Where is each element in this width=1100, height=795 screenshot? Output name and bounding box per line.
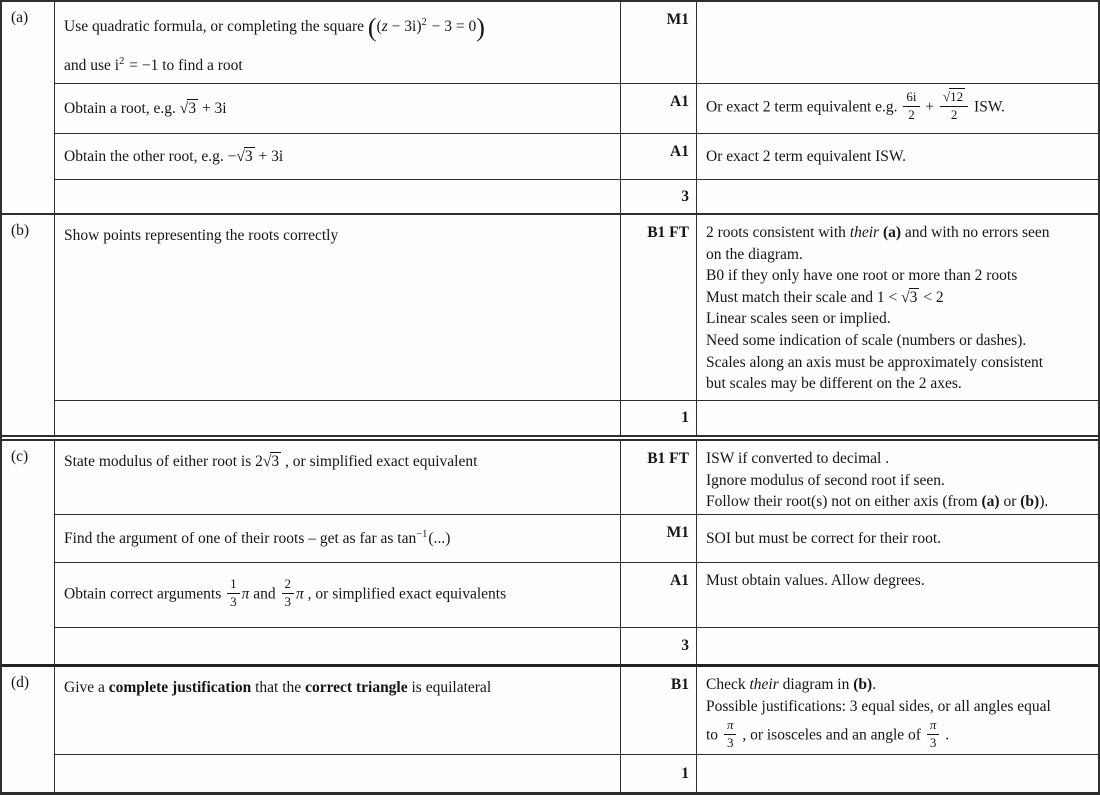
superscript: 2 [119, 56, 125, 67]
guidance-cell [697, 441, 1098, 514]
guidance-text: to [706, 726, 722, 744]
fraction-denominator: 3 [929, 734, 937, 750]
guidance-cell [697, 2, 1098, 83]
answer-line [64, 676, 610, 700]
radical-sign: √ [262, 453, 272, 470]
mark-cell [621, 215, 697, 400]
mark-cell [621, 563, 697, 627]
total-value: 3 [681, 187, 689, 205]
guidance-text: Follow their root(s) not on either axis (from [706, 493, 982, 511]
guidance-line [706, 491, 1094, 513]
mark-cell [621, 667, 697, 754]
total-mark-cell [621, 180, 697, 213]
radicand: 3 [909, 288, 918, 306]
guidance-line: Need some indication of scale (numbers or dashes). [706, 331, 1027, 349]
superscript: 2 [421, 17, 427, 28]
answer-text: Give a [64, 679, 109, 696]
math-fraction [282, 577, 295, 609]
answer-cell [55, 667, 621, 754]
part-label-d: (d) [11, 674, 30, 691]
mark-value: M1 [666, 524, 689, 541]
answer-text: , or simplified exact equivalent [281, 453, 478, 470]
answer-cell [55, 755, 621, 792]
guidance-line: but scales may be different on the 2 axes. [706, 375, 962, 393]
guidance-line: Possible justifications: 3 equal sides, or all angles equal [706, 697, 1051, 715]
answer-text: + 3i [254, 147, 284, 165]
guidance-text: . [872, 676, 877, 693]
section-d [2, 667, 1098, 792]
fraction-denominator: 2 [908, 107, 915, 122]
answer-cell [55, 401, 621, 435]
answer-text: is equilateral [407, 679, 492, 696]
answer-text: (...) [428, 530, 451, 547]
answer-cell [55, 628, 621, 664]
guidance-text: Or exact 2 term equivalent e.g. [706, 99, 902, 117]
fraction-numerator: π [724, 718, 737, 735]
answer-cell [55, 441, 621, 514]
section-b-rows [55, 215, 1098, 435]
guidance-text-bold: (b) [1020, 493, 1040, 511]
fraction-numerator: π [927, 718, 940, 735]
math-variable-z: z [381, 18, 388, 35]
math-sqrt [901, 289, 919, 306]
answer-text: Obtain correct arguments [64, 585, 226, 603]
guidance-line: Must obtain values. Allow degrees. [706, 572, 925, 589]
guidance-line: Linear scales seen or implied. [706, 310, 891, 328]
fraction-numerator: 6i [903, 90, 919, 107]
mark-value: M1 [666, 11, 689, 28]
guidance-text: Check [706, 676, 750, 693]
mark-value: A1 [670, 143, 689, 160]
table-row [55, 215, 1098, 401]
guidance-line [706, 287, 1094, 309]
section-c [2, 441, 1098, 664]
math-fraction [927, 718, 940, 750]
fraction-numerator: 2 [282, 577, 295, 594]
fraction-denominator: 3 [726, 734, 734, 750]
guidance-text: and with no errors seen [901, 224, 1050, 241]
table-row [55, 134, 1098, 180]
guidance-line: Ignore modulus of second root if seen. [706, 471, 945, 489]
total-mark-cell [621, 401, 697, 435]
answer-text: that the [251, 679, 306, 696]
answer-cell [55, 2, 621, 83]
radicand: 3 [188, 99, 197, 117]
answer-text-bold: complete justification [108, 679, 252, 696]
total-row [55, 628, 1098, 664]
guidance-text: , or isosceles and an angle of [738, 726, 925, 744]
guidance-text: diagram in [778, 676, 854, 693]
math-fraction [903, 90, 919, 122]
guidance-cell [697, 180, 1098, 213]
answer-text: Find the argument of one of their roots – get as far as tan [64, 530, 417, 547]
answer-text: and [249, 585, 280, 603]
fraction-numerator: 1 [227, 577, 240, 594]
math-text: ( [376, 18, 382, 35]
answer-line [64, 50, 610, 78]
answer-line: Show points representing the roots correctly [64, 227, 339, 244]
answer-line [64, 100, 227, 118]
guidance-cell [697, 515, 1098, 562]
answer-cell [55, 563, 621, 627]
big-paren-close: ) [476, 13, 485, 42]
big-paren-open: ( [367, 13, 377, 42]
math-operator: + [921, 99, 939, 117]
mark-cell [621, 134, 697, 179]
math-sqrt [263, 453, 281, 470]
guidance-line [706, 89, 1005, 124]
math-sqrt [943, 89, 965, 104]
fraction-denominator: 2 [950, 107, 958, 122]
mark-cell [621, 2, 697, 83]
mark-value: B1 FT [647, 224, 689, 241]
guidance-text: . [941, 726, 950, 744]
answer-text: State modulus of either root is 2 [64, 453, 263, 470]
answer-text: Use quadratic formula, or completing the square [64, 18, 368, 35]
guidance-text-italic: their [849, 224, 880, 241]
table-row [55, 515, 1098, 563]
guidance-text-bold: (a) [981, 493, 1000, 511]
guidance-line: SOI but must be correct for their root. [706, 529, 942, 547]
mark-cell [621, 84, 697, 133]
radicand: 3 [271, 453, 280, 470]
total-row [55, 401, 1098, 435]
answer-text: Obtain the other root, e.g. − [64, 147, 237, 165]
table-row [55, 84, 1098, 134]
guidance-text: ). [1039, 493, 1049, 511]
guidance-cell [697, 755, 1098, 792]
answer-line [64, 148, 283, 166]
answer-text: and use i [64, 57, 120, 74]
answer-line [64, 11, 610, 42]
guidance-line: ISW if converted to decimal . [706, 450, 890, 467]
fraction-denominator: 3 [284, 593, 292, 609]
answer-cell [55, 180, 621, 213]
answer-text-bold: correct triangle [305, 679, 408, 696]
guidance-line: Scales along an axis must be approximately consistent [706, 353, 1044, 371]
mark-cell [621, 515, 697, 562]
guidance-line [706, 222, 1094, 244]
math-pi: π [296, 585, 304, 603]
guidance-text-italic: their [749, 676, 779, 693]
math-sqrt [180, 100, 198, 117]
math-text: − 3 = 0 [427, 18, 477, 35]
guidance-line: on the diagram. [706, 245, 803, 263]
answer-text: = −1 to find a root [125, 57, 243, 74]
radical-sign: √ [901, 288, 910, 306]
answer-cell [55, 134, 621, 179]
guidance-cell [697, 401, 1098, 435]
guidance-text: 2 roots consistent with [706, 224, 850, 241]
guidance-text: or [999, 493, 1021, 511]
mark-value: B1 [670, 676, 689, 693]
answer-cell [55, 215, 621, 400]
math-fraction [227, 577, 240, 609]
radicand: 3 [244, 147, 253, 165]
fraction-denominator: 3 [230, 593, 237, 609]
math-text: − 3i) [387, 18, 422, 35]
total-mark-cell [621, 755, 697, 792]
part-label-a-cell [2, 2, 55, 213]
radical-sign: √ [943, 89, 951, 105]
part-label-c: (c) [11, 448, 29, 465]
guidance-cell [697, 215, 1098, 400]
guidance-text: Must match their scale and 1 < [706, 288, 902, 306]
guidance-line: B0 if they only have one root or more than 2 roots [706, 267, 1018, 285]
guidance-line [706, 674, 1094, 696]
answer-text: , or simplified exact equivalents [303, 585, 507, 603]
table-row [55, 2, 1098, 84]
guidance-text: < 2 [919, 288, 944, 306]
answer-line [64, 529, 450, 548]
mark-cell [621, 441, 697, 514]
guidance-line [706, 717, 1094, 752]
answer-cell [55, 84, 621, 133]
guidance-cell [697, 628, 1098, 664]
part-label-c-cell [2, 441, 55, 664]
total-row [55, 755, 1098, 792]
math-pi: π [241, 585, 250, 603]
math-sqrt [236, 148, 254, 165]
section-b [2, 215, 1098, 435]
table-row [55, 441, 1098, 515]
total-value: 3 [681, 637, 689, 654]
part-label-d-cell [2, 667, 55, 792]
section-a-rows [55, 2, 1098, 213]
total-value: 1 [681, 764, 689, 782]
section-c-rows [55, 441, 1098, 664]
total-row [55, 180, 1098, 213]
table-row [55, 563, 1098, 628]
answer-line [64, 450, 610, 474]
math-fraction [940, 90, 968, 122]
answer-cell [55, 515, 621, 562]
mark-value: A1 [670, 93, 689, 110]
part-label-b: (b) [11, 222, 30, 239]
total-mark-cell [621, 628, 697, 664]
guidance-text-bold: (b) [853, 676, 873, 693]
guidance-text-bold: (a) [882, 224, 902, 241]
mark-value: B1 FT [647, 450, 689, 467]
math-fraction [724, 718, 737, 750]
radical-sign: √ [236, 147, 245, 165]
answer-line [64, 575, 507, 611]
total-value: 1 [681, 409, 689, 426]
guidance-cell [697, 667, 1098, 754]
radical-sign: √ [179, 99, 189, 117]
guidance-text: ISW. [970, 99, 1005, 117]
section-d-rows [55, 667, 1098, 792]
guidance-cell [697, 563, 1098, 627]
mark-value: A1 [670, 572, 689, 589]
answer-text: Obtain a root, e.g. [64, 99, 180, 117]
part-label-a: (a) [11, 9, 29, 26]
table-row [55, 667, 1098, 755]
answer-text: + 3i [198, 99, 227, 117]
fraction-numerator [940, 90, 968, 107]
guidance-cell [697, 84, 1098, 133]
superscript: −1 [416, 529, 428, 540]
section-a [2, 2, 1098, 213]
radicand: 12 [950, 89, 964, 105]
guidance-cell [697, 134, 1098, 179]
guidance-line: Or exact 2 term equivalent ISW. [706, 147, 907, 165]
part-label-b-cell [2, 215, 55, 435]
